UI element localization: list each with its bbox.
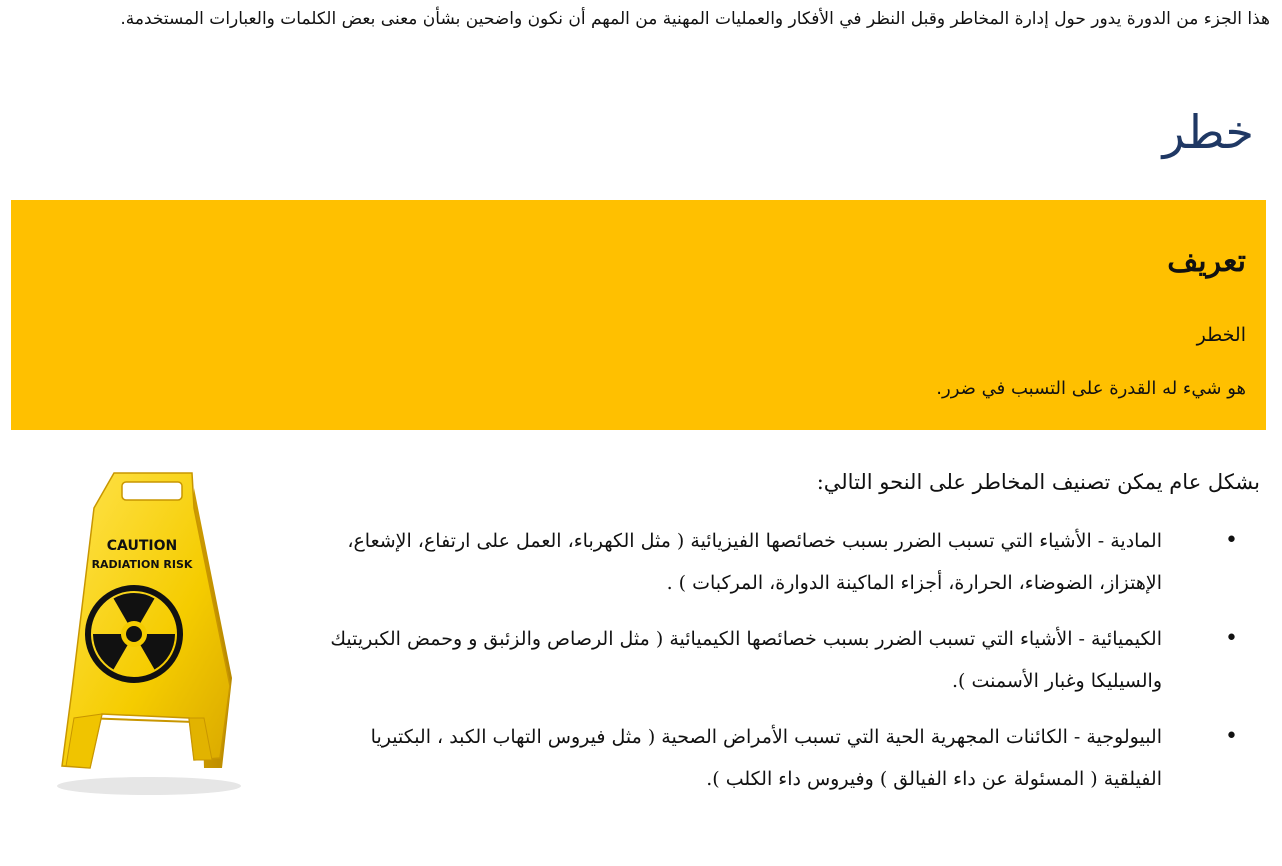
sign-caution-text: CAUTION — [106, 538, 178, 554]
intro-paragraph: هذا الجزء من الدورة يدور حول إدارة المخاطر وقبل النظر في الأفكار والعمليات المهنية من المهم أن نكون واضحين بشأن معنى بعض الكلمات والعبارات المستخدمة. — [120, 9, 1270, 29]
hazard-item-text: الكيميائية - الأشياء التي تسبب الضرر بسبب خصائصها الكيميائية ( مثل الرصاص والزئبق و وحمض الكبريتيك والسيليكا وغبار الأسمنت ). — [330, 628, 1162, 692]
hazard-item-text: المادية - الأشياء التي تسبب الضرر بسبب خصائصها الفيزيائية ( مثل الكهرباء، العمل على ارتفاع، الإشعاع، الإهتزاز، الضوضاء، الحرارة، أجزاء الماكينة الدوارة، المركبات ) . — [347, 530, 1162, 594]
hazard-list — [320, 520, 1260, 814]
definition-term: الخطر — [1196, 324, 1246, 346]
definition-text: هو شيء له القدرة على التسبب في ضرر. — [936, 378, 1246, 399]
bullet-icon: • — [1225, 724, 1238, 749]
sign-radiation-text: RADIATION RISK — [91, 558, 193, 571]
hazard-item-biological — [320, 716, 1260, 800]
classification-intro: بشكل عام يمكن تصنيف المخاطر على النحو التالي: — [816, 470, 1260, 494]
page-title: خطر — [1162, 105, 1254, 159]
caution-sign-image — [44, 468, 254, 798]
definition-box — [11, 200, 1266, 430]
hazard-item-chemical — [320, 618, 1260, 702]
hazard-item-physical — [320, 520, 1260, 604]
definition-heading: تعريف — [1167, 244, 1246, 279]
bullet-icon: • — [1225, 626, 1238, 651]
bullet-icon: • — [1225, 528, 1238, 553]
hazard-item-text: البيولوجية - الكائنات المجهرية الحية التي تسبب الأمراض الصحية ( مثل فيروس التهاب الكبد ، البكتيريا الفيلقية ( المسئولة عن داء الفيالق ) وفيروس داء الكلب ). — [370, 726, 1162, 790]
